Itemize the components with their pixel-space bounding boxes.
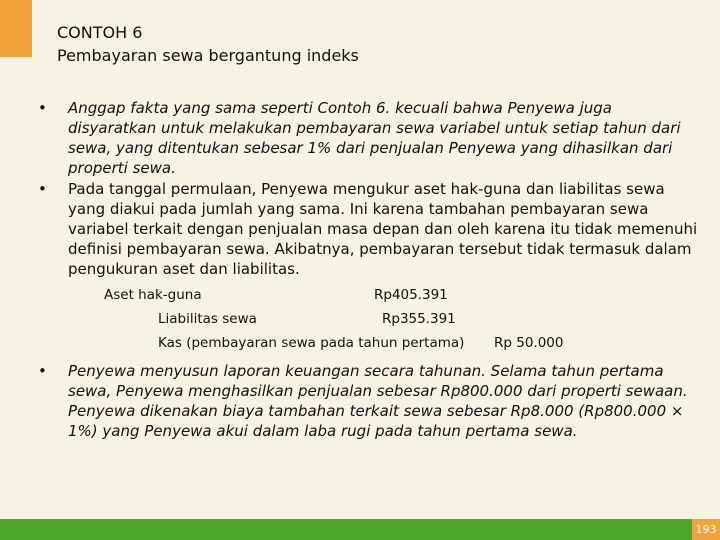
entry-amount-right-of-use-asset: Rp405.391 <box>374 287 448 303</box>
entry-label-lease-liability: Liabilitas sewa <box>158 311 257 327</box>
entry-label-cash: Kas (pembayaran sewa pada tahun pertama) <box>158 335 465 351</box>
slide-content <box>38 98 698 441</box>
bullet-point-1 <box>38 98 698 178</box>
entry-label-right-of-use-asset: Aset hak-guna <box>104 287 202 303</box>
entry-amount-cash: Rp 50.000 <box>494 335 564 351</box>
entry-amount-lease-liability: Rp355.391 <box>382 311 456 327</box>
accent-square <box>0 0 32 57</box>
title-line-1: CONTOH 6 <box>57 23 143 42</box>
footer-bar <box>0 519 720 540</box>
journal-entries <box>38 285 698 357</box>
bullet-dot: • <box>38 180 47 198</box>
bullet-dot: • <box>38 362 47 380</box>
bullet-text-2: Pada tanggal permulaan, Penyewa mengukur aset hak-guna dan liabilitas sewa yang diakui pada jumlah yang sama. Ini karena tambahan pembayaran sewa variabel terkait dengan penjualan masa depan dan oleh karena itu tidak memenuhi definisi pembayaran sewa. Akibatnya, pembayaran tersebut tidak termasuk dalam pengukuran aset dan liabilitas. <box>68 180 698 278</box>
bullet-point-2 <box>38 179 698 279</box>
bullet-text-1: Anggap fakta yang sama seperti Contoh 6. kecuali bahwa Penyewa juga disyaratkan untuk melakukan pembayaran sewa variabel untuk setiap tahun dari sewa, yang ditentukan sebesar 1% dari penjualan Penyewa yang dihasilkan dari properti sewa. <box>68 99 681 177</box>
bullet-dot: • <box>38 99 47 117</box>
slide-title <box>57 21 359 67</box>
bullet-point-3 <box>38 361 698 441</box>
bullet-text-3: Penyewa menyusun laporan keuangan secara tahunan. Selama tahun pertama sewa, Penyewa menghasilkan penjualan sebesar Rp800.000 dari properti sewaan. Penyewa dikenakan biaya tambahan terkait sewa sebesar Rp8.000 (Rp800.000 × 1%) yang Penyewa akui dalam laba rugi pada tahun pertama sewa. <box>68 362 688 440</box>
page-number: 193 <box>692 519 720 540</box>
title-line-2: Pembayaran sewa bergantung indeks <box>57 46 359 65</box>
